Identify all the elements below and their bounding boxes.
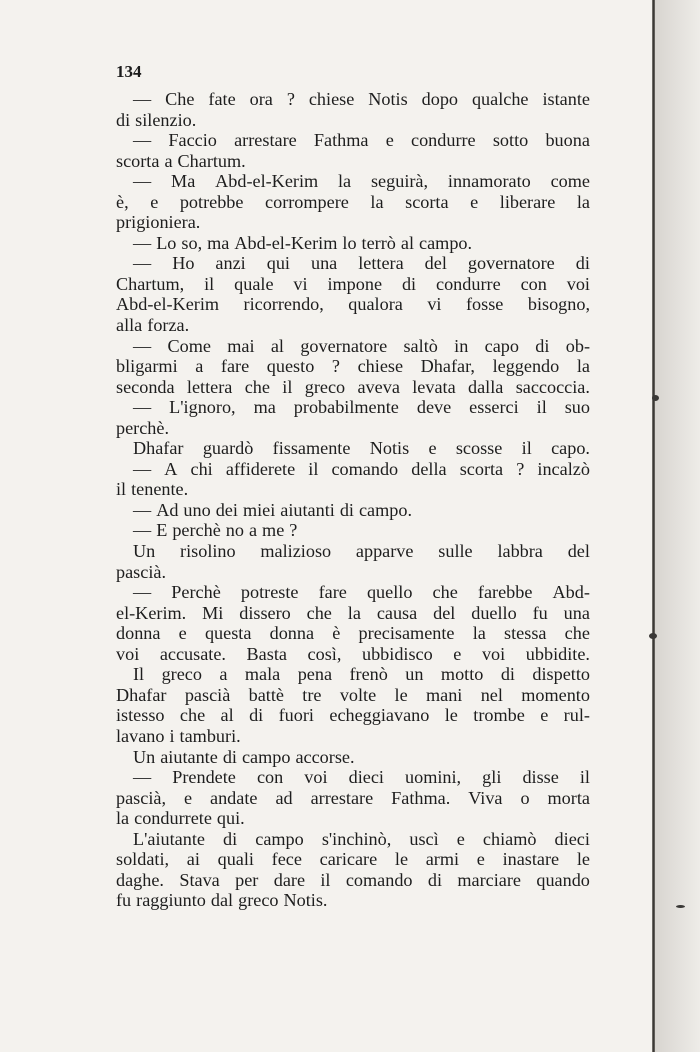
text-line: fu raggiunto dal greco Notis. [116,890,328,911]
text-line: — E perchè no a me ? [133,520,298,541]
text-line: scorta a Chartum. [116,150,246,171]
text-line: pascià. [116,561,166,582]
text-line: Dhafar guardò fissamente Notis e scosse il capo. [133,438,590,459]
text-line: — Ad uno dei miei aiutanti di campo. [133,499,412,520]
text-line: Dhafar pascià battè tre volte le mani nel momento [116,684,590,705]
scan-speck [676,905,685,908]
text-line: donna e questa donna è precisamente la stessa che [116,623,590,644]
text-line: bligarmi a fare questo ? chiese Dhafar, leggendo la [116,356,590,377]
text-line: prigioniera. [116,212,201,233]
text-line: daghe. Stava per dare il comando di marciare quando [116,869,590,890]
text-line: soldati, ai quali fece caricare le armi e inastare le [116,849,590,870]
scan-speck [649,633,657,639]
text-line: Il greco a mala pena frenò un motto di dispetto [133,664,590,685]
text-line: è, e potrebbe corrompere la scorta e liberare la [116,191,590,212]
text-line: Abd-el-Kerim ricorrendo, qualora vi fosse bisogno, [116,294,590,315]
text-line: la condurrete qui. [116,808,245,829]
text-line: — Che fate ora ? chiese Notis dopo qualche istante [133,89,590,109]
text-line: — Ma Abd-el-Kerim la seguirà, innamorato come [133,171,590,192]
page-number: 134 [116,62,142,81]
facing-page-margin [655,0,700,1052]
scan-speck [652,395,659,401]
text-line: perchè. [116,417,170,438]
text-line: L'aiutante di campo s'inchinò, uscì e chiamò dieci [133,828,590,849]
text-line: — Prendete con voi dieci uomini, gli disse il [133,767,590,788]
text-line: voi accusate. Basta così, ubbidisco e voi ubbidite. [116,643,590,664]
text-line: istesso che al di fuori echeggiavano le trombe e rul- [116,705,590,726]
text-line: — Lo so, ma Abd-el-Kerim lo terrò al campo. [133,232,473,253]
text-line: — Come mai al governatore saltò in capo di ob- [133,335,590,356]
text-line: il tenente. [116,479,189,500]
text-line: — Ho anzi qui una lettera del governatore di [133,253,590,274]
text-line: el-Kerim. Mi dissero che la causa del duello fu una [116,602,590,623]
text-line: pascià, e andate ad arrestare Fathma. Viva o morta [116,787,590,808]
body-text [116,89,590,911]
text-line: — Perchè potreste fare quello che farebbe Abd- [133,582,590,603]
text-line: Un aiutante di campo accorse. [133,746,355,767]
text-line: di silenzio. [116,109,197,130]
text-line: — A chi affiderete il comando della scorta ? incalzò [133,458,590,479]
text-line: seconda lettera che il greco aveva levata dalla saccoccia. [116,376,590,397]
text-line: lavano i tamburi. [116,725,241,746]
text-line: Chartum, il quale vi impone di condurre con voi [116,273,590,294]
text-line: Un risolino malizioso apparve sulle labbra del [133,541,590,562]
text-line: — Faccio arrestare Fathma e condurre sotto buona [133,130,590,151]
text-line: alla forza. [116,315,190,336]
text-line: — L'ignoro, ma probabilmente deve esserci il suo [133,397,590,418]
